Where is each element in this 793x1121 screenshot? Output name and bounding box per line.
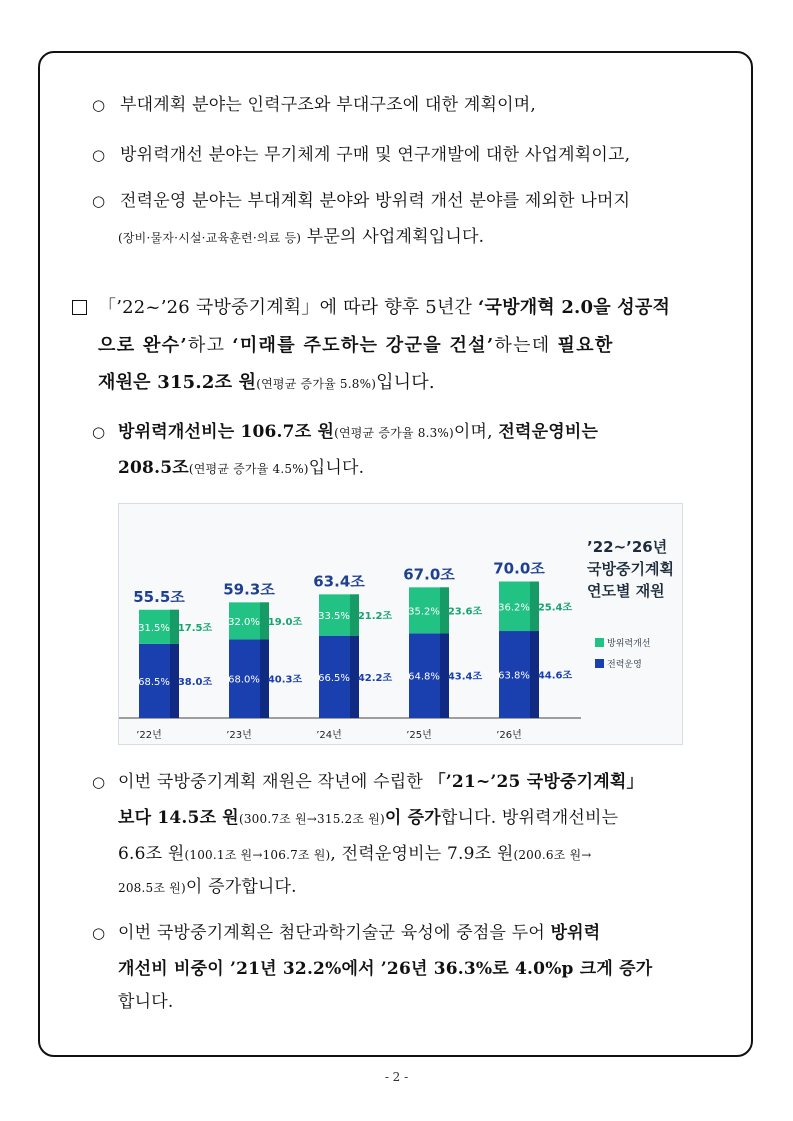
total-label: 63.4조	[313, 572, 365, 591]
sub-point2-text: 이 증가합니다.	[185, 877, 297, 897]
chart-title-line: 연도별 재원	[587, 582, 665, 600]
sub-point2-line4	[118, 876, 297, 899]
main-point-emph: ‘국방개혁 2.0을 성공적	[478, 297, 671, 318]
value-label-operation: 43.4조	[447, 671, 483, 683]
sub-point-rate: (연평균 증가율 8.3%)	[334, 426, 454, 440]
operation-detail: (장비·물자·시설·교육훈련·의료 등)	[118, 231, 302, 245]
sub-point-text: 이며,	[453, 422, 499, 442]
legend-swatch	[595, 638, 604, 647]
sub-point2-detail: (300.7조 원→315.2조 원)	[238, 812, 385, 826]
share-label-operation: 66.5%	[318, 672, 350, 684]
x-tick-label: ’24년	[316, 730, 342, 741]
sub-point2-text: 합니다. 방위력개선비는	[440, 808, 619, 828]
main-point-emph: 재원은 315.2조 원	[98, 372, 257, 393]
page-number: - 2 -	[384, 1070, 409, 1084]
share-label-improvement: 31.5%	[138, 622, 170, 634]
main-point-emph: ‘미래를 주도하는 강군을 건설’	[232, 335, 495, 356]
value-label-improvement: 25.4조	[537, 602, 573, 614]
legend-item-improvement	[595, 636, 650, 649]
bullet-text-improvement: 방위력개선 분야는 무기체계 구매 및 연구개발에 대한 사업계획이고,	[120, 145, 631, 165]
total-label: 55.5조	[133, 587, 185, 606]
value-label-operation: 38.0조	[177, 676, 213, 688]
value-label-improvement: 17.5조	[177, 622, 213, 634]
sub-point-line1	[118, 421, 598, 444]
value-label-operation: 40.3조	[267, 674, 303, 686]
total-label: 70.0조	[493, 559, 545, 578]
bullet-text-operation-cont	[118, 226, 484, 249]
x-tick-label: ’23년	[226, 730, 252, 741]
main-point-emph: 으로 완수’	[98, 335, 188, 356]
sub-point-emph: 전력운영비는	[498, 422, 599, 442]
sub-point2-text: , 전력운영비는 7.9조 원	[330, 844, 514, 864]
share-label-operation: 64.8%	[408, 671, 440, 683]
legend-item-operation	[595, 657, 642, 670]
share-label-operation: 68.5%	[138, 676, 170, 688]
x-tick-label: ’26년	[496, 730, 522, 741]
sub-point-rate: (연평균 증가율 4.5%)	[188, 462, 309, 476]
sub-point2-text: 이번 국방중기계획 재원은 작년에 수립한	[118, 772, 429, 792]
main-point-rate: (연평균 증가율 5.8%)	[256, 377, 377, 391]
x-tick-label: ’22년	[136, 730, 162, 741]
share-label-improvement: 32.0%	[228, 616, 260, 628]
value-label-operation: 42.2조	[357, 672, 393, 684]
sub-point-text: 입니다.	[308, 458, 365, 478]
sub-point3-text: 이번 국방중기계획은 첨단과학기술군 육성에 중점을 두어	[118, 923, 551, 943]
sub-point2-emph: 이 증가	[384, 808, 441, 828]
sub-point2-detail: (200.6조 원→	[513, 848, 592, 862]
sub-point-emph: 방위력개선비는 106.7조 원	[118, 422, 335, 442]
chart-title-line: ’22~’26년	[587, 538, 668, 556]
sub-point2-text: 6.6조 원	[118, 844, 185, 864]
main-point-text: 입니다.	[376, 372, 435, 393]
total-label: 59.3조	[223, 580, 275, 599]
sub-point2-emph: 보다 14.5조 원	[118, 808, 239, 828]
main-point-text: 하는데	[494, 335, 558, 356]
sub-point-line2	[118, 457, 364, 480]
bullet-text-operation: 전력운영 분야는 부대계획 분야와 방위력 개선 분야를 제외한 나머지	[120, 191, 631, 211]
main-point-line2	[98, 335, 614, 357]
bullet-symbol: ○	[92, 423, 106, 441]
budget-chart	[118, 503, 683, 745]
operation-end: 부문의 사업계획입니다.	[301, 227, 485, 247]
sub-point2-detail: 208.5조 원)	[118, 881, 186, 895]
sub-point3-line2: 개선비 비중이 ’21년 32.2%에서 ’26년 36.3%로 4.0%p 크게 증가	[118, 959, 653, 979]
sub-point2-line3	[118, 843, 592, 866]
share-label-improvement: 33.5%	[318, 611, 350, 623]
bullet-symbol: ○	[92, 96, 106, 114]
main-point-line3	[98, 372, 435, 395]
main-point-text: 「’22~’26 국방중기계획」에 따라 향후 5년간	[98, 297, 479, 318]
square-bullet-icon	[72, 300, 87, 315]
main-point-text: 하고	[187, 335, 233, 356]
value-label-improvement: 21.2조	[357, 611, 393, 623]
share-label-operation: 63.8%	[498, 670, 530, 682]
bullet-symbol: ○	[92, 146, 106, 164]
sub-point3-line3: 합니다.	[118, 992, 174, 1012]
value-label-improvement: 19.0조	[267, 616, 303, 628]
legend-label: 전력운영	[607, 660, 642, 670]
bullet-symbol: ○	[92, 192, 106, 210]
sub-point2-line2	[118, 807, 618, 830]
value-label-improvement: 23.6조	[447, 606, 483, 618]
main-point-line1	[98, 297, 670, 319]
value-label-operation: 44.6조	[537, 670, 573, 682]
share-label-improvement: 35.2%	[408, 606, 440, 618]
legend-label: 방위력개선	[607, 639, 651, 649]
sub-point-emph: 208.5조	[118, 458, 189, 478]
sub-point3-emph: 방위력	[550, 923, 601, 943]
bullet-symbol: ○	[92, 924, 106, 942]
share-label-operation: 68.0%	[228, 674, 260, 686]
sub-point2-line1	[118, 771, 644, 793]
total-label: 67.0조	[403, 565, 455, 584]
share-label-improvement: 36.2%	[498, 602, 530, 614]
bullet-symbol: ○	[92, 773, 106, 791]
sub-point2-detail: (100.1조 원→106.7조 원)	[184, 848, 331, 862]
legend-swatch	[595, 659, 604, 668]
chart-title-line: 국방중기계획	[587, 560, 674, 578]
bullet-text-unit-plan: 부대계획 분야는 인력구조와 부대구조에 대한 계획이며,	[120, 95, 536, 115]
sub-point3-line1	[118, 922, 600, 944]
sub-point2-emph: 「’21~’25 국방중기계획」	[428, 772, 644, 792]
x-tick-label: ’25년	[406, 730, 432, 741]
chart-title	[587, 536, 677, 602]
main-point-emph: 필요한	[557, 335, 614, 356]
